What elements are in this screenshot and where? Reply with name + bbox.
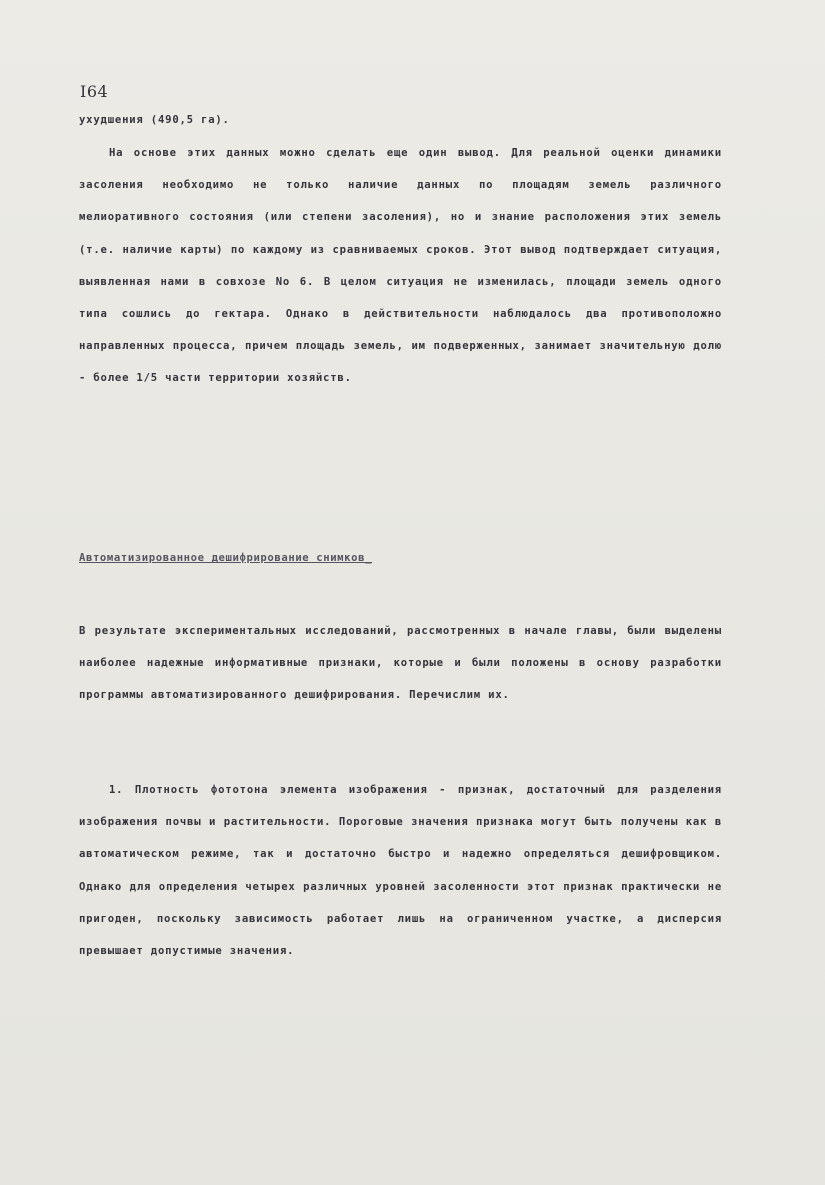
page-number: I64 — [80, 82, 109, 101]
section-heading: Автоматизированное дешифрирование снимков_ — [79, 552, 373, 564]
paragraph-item-1: 1. Плотность фототона элемента изображения - признак, достаточный для разделения изображения почвы и растительности. Пороговые значения признака могут быть получены как в автоматическом режиме, так и достаточно быстро и надежно определяться дешифровщиком. Однако для определения четырех различных уровней засоленности этот признак практически не пригоден, поскольку зависимость работает лишь на ограниченном участке, а дисперсия превышает допустимые значения. — [79, 784, 722, 958]
paragraph-conclusion: На основе этих данных можно сделать еще один вывод. Для реальной оценки динамики засоления необходимо не только наличие данных по площадям земель различного мелиоративного состояния (или степени засоления), но и знание расположения этих земель (т.е. наличие карты) по каждому из сравниваемых сроков. Этот вывод подтверждает ситуация, выявленная нами в совхозе No 6. В целом ситуация не изменилась, площади земель одного типа сошлись до гектара. Однако в действительности наблюдалось два противоположно направленных процесса, причем площадь земель, им подверженных, занимает значительную долю - более 1/5 части территории хозяйств. — [79, 147, 722, 385]
first-line-text: ухудшения (490,5 га). — [79, 114, 230, 126]
paragraph-intro: В результате экспериментальных исследований, рассмотренных в начале главы, были выделены наиболее надежные информативные признаки, которые и были положены в основу разработки программы автоматизированного дешифрирования. Перечислим их. — [79, 625, 722, 702]
